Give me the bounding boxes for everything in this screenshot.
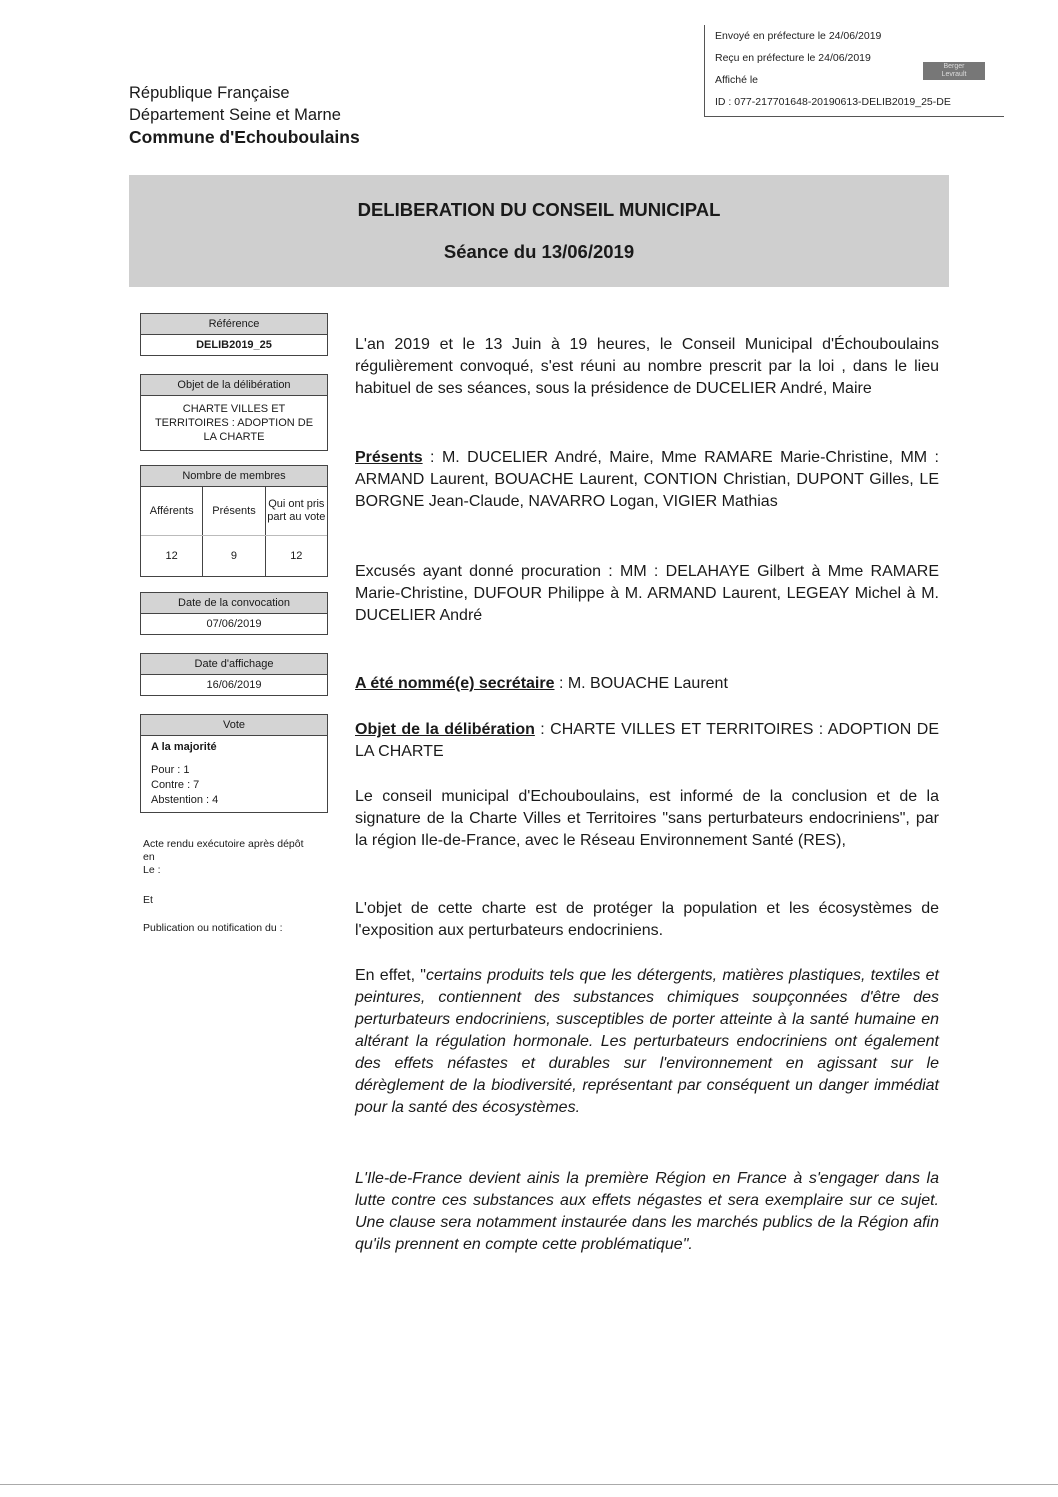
acte-line2: en — [143, 851, 155, 863]
subject-value: CHARTE VILLES ET TERRITOIRES : ADOPTION DE LA CHARTE — [154, 403, 314, 443]
title-banner — [129, 175, 949, 287]
et-label: Et — [143, 894, 153, 906]
issuer-block — [129, 82, 360, 148]
secretary-label: A été nommé(e) secrétaire — [355, 675, 555, 692]
page-bottom-edge — [0, 1484, 1058, 1485]
reference-box — [140, 313, 328, 356]
body-paragraph-3 — [355, 965, 939, 1119]
stamp-received: Reçu en préfecture le 24/06/2019 — [715, 52, 871, 64]
reference-label: Référence — [141, 314, 327, 335]
members-val-voters: 12 — [290, 550, 303, 562]
secretary-paragraph — [355, 673, 939, 695]
vote-result: A la majorité — [151, 741, 217, 753]
members-col-afferents: Afférents — [141, 487, 203, 535]
acte-note — [143, 838, 304, 877]
intro-paragraph: L'an 2019 et le 13 Juin à 19 heures, le Conseil Municipal d'Échouboulains régulièrement convoqué, s'est réuni au nombre prescrit par la loi , dans le lieu habituel de ses séances, sous la présidence de DUCELIER André, Maire — [355, 336, 939, 397]
object-label: Objet de la délibération — [355, 721, 535, 738]
subject-box — [140, 374, 328, 451]
members-col-voters: Qui ont pris part au vote — [267, 498, 326, 523]
reference-value: DELIB2019_25 — [196, 339, 272, 351]
commune-label: Commune d'Echouboulains — [129, 127, 360, 147]
document-title: DELIBERATION DU CONSEIL MUNICIPAL — [357, 199, 721, 220]
display-date-label: Date d'affichage — [141, 654, 327, 675]
convocation-value: 07/06/2019 — [206, 618, 262, 630]
object-paragraph — [355, 719, 939, 763]
object-text: : CHARTE VILLES ET TERRITOIRES : ADOPTION DE LA CHARTE — [355, 721, 939, 760]
convocation-label: Date de la convocation — [141, 593, 327, 614]
secretary-text: : M. BOUACHE Laurent — [554, 675, 728, 692]
vote-body — [141, 736, 327, 812]
stamp-sent: Envoyé en préfecture le 24/06/2019 — [715, 30, 882, 42]
stamp-id: ID : 077-217701648-20190613-DELIB2019_25-DE — [715, 96, 951, 108]
vote-abstention: Abstention : 4 — [151, 794, 219, 806]
prefecture-stamp — [704, 25, 1004, 117]
subject-label: Objet de la délibération — [141, 375, 327, 396]
presents-text: : M. DUCELIER André, Maire, Mme RAMARE Marie-Christine, MM : ARMAND Laurent, BOUACHE Laurent, CONTION Christian, DUPONT Gilles, LE BORGNE Jean-Claude, NAVARRO Logan, VIGIER Mathias — [355, 449, 939, 510]
presents-label: Présents — [355, 449, 423, 466]
members-val-presents: 9 — [203, 536, 265, 576]
stamp-logo: Berger Levrault — [923, 62, 985, 80]
display-date-value: 16/06/2019 — [206, 679, 262, 691]
acte-line1: Acte rendu exécutoire après dépôt — [143, 838, 304, 850]
vote-box — [140, 714, 328, 813]
publication-label: Publication ou notification du : — [143, 922, 283, 934]
members-header-row — [141, 487, 327, 536]
body-paragraph-2: L'objet de cette charte est de protéger la population et les écosystèmes de l'exposition aux perturbateurs endocriniens. — [355, 900, 939, 939]
display-date-box — [140, 653, 328, 696]
session-date: Séance du 13/06/2019 — [443, 241, 635, 262]
members-val-afferents: 12 — [141, 536, 203, 576]
paragraph-3-lead: En effet, " — [355, 967, 426, 984]
department-label: Département Seine et Marne — [129, 106, 341, 124]
excuses-paragraph: Excusés ayant donné procuration : MM : DELAHAYE Gilbert à Mme RAMARE Marie-Christine, DUFOUR Philippe à M. ARMAND Laurent, LEGEAY Michel à M. DUCELIER André — [355, 563, 939, 624]
members-col-presents: Présents — [203, 487, 265, 535]
vote-pour: Pour : 1 — [151, 764, 190, 776]
vote-contre: Contre : 7 — [151, 779, 200, 791]
members-values-row — [141, 536, 327, 576]
body-paragraph-1: Le conseil municipal d'Echouboulains, est informé de la conclusion et de la signature de la Charte Villes et Territoires "sans perturbateurs endocriniens", par la région Ile-de-France, avec le Réseau Environnement Santé (RES), — [355, 788, 939, 849]
vote-label: Vote — [141, 715, 327, 736]
acte-line3: Le : — [143, 864, 161, 876]
paragraph-3-quote: certains produits tels que les détergents, matières plastiques, textiles et peintures, contiennent des substances chimiques soupçonnées d'être des perturbateurs endocriniens, susceptibles de porter atteinte à la santé humaine en altérant la régulation hormonale. Les perturbateurs endocriniens ont également des effets néfastes et durables sur l'environnement en agissant sur le dérèglement de la biodiversité, représentant par conséquent un danger immédiat pour la santé des écosystèmes. — [355, 967, 939, 1116]
convocation-box — [140, 592, 328, 635]
members-label: Nombre de membres — [141, 466, 327, 487]
members-box — [140, 465, 328, 577]
presents-paragraph — [355, 447, 939, 513]
stamp-posted: Affiché le — [715, 74, 758, 86]
republic-label: République Française — [129, 84, 290, 102]
body-paragraph-4: L'Ile-de-France devient ainis la première Région en France à s'engager dans la lutte contre ces substances aux effets négastes et sera exemplaire sur ce sujet. Une clause sera notamment instaurée dans les marchés publics de la Région afin qu'ils prennent en compte cette problématique". — [355, 1170, 939, 1253]
